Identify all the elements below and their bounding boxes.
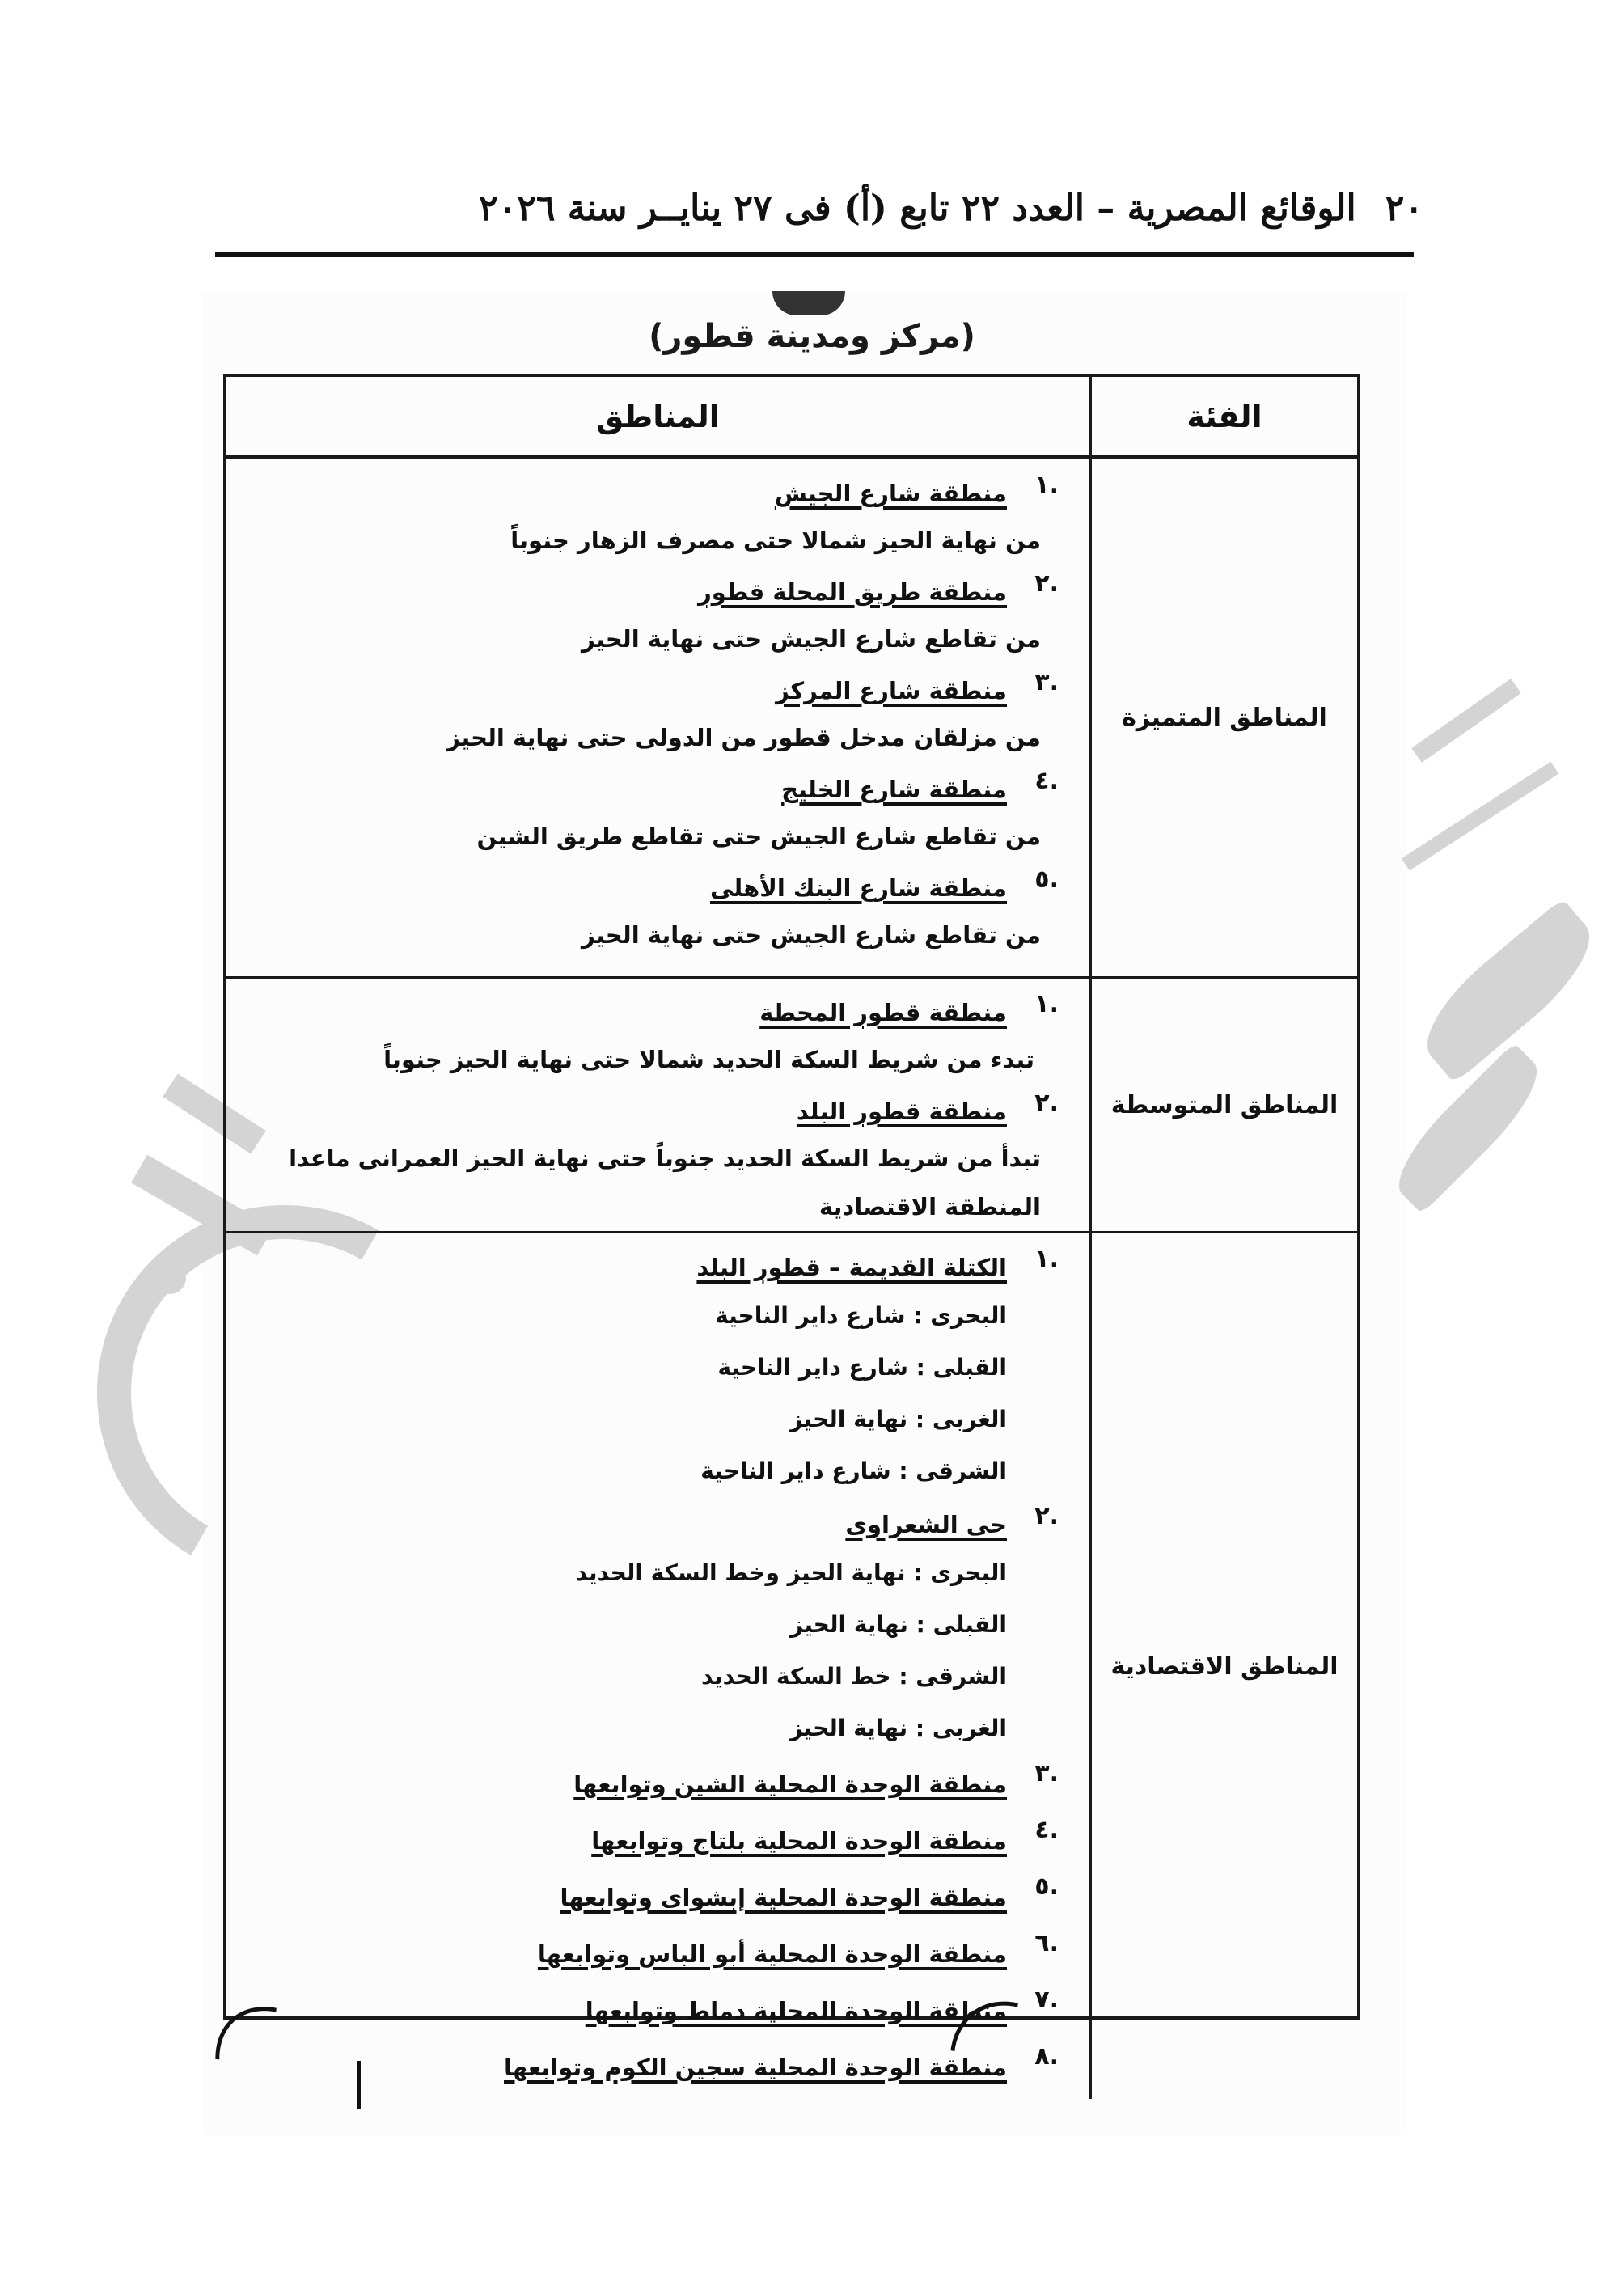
boundary-north: البحرى : نهاية الحيز وخط السكة الحديد [575, 1559, 1007, 1586]
list-item: .٢ حى الشعراوى البحرى : نهاية الحيز وخط السكة الحديد القبلى : نهاية الحيز الشرقى : خط السكة الحديد الغربى : نهاية الحيز [243, 1502, 1059, 1754]
list-item: .٣ منطقة شارع المركز من مزلقان مدخل قطور من الدولى حتى نهاية الحيز [243, 668, 1059, 762]
list-item: .١ منطقة قطور المحطة تبدء من شريط السكة الحديد شمالا حتى نهاية الحيز جنوباً [243, 990, 1059, 1084]
zone-name: منطقة الوحدة المحلية سجين الكوم وتوابعها [503, 2054, 1007, 2081]
zone-name: منطقة الوحدة المحلية إبشواى وتوابعها [560, 1884, 1007, 1911]
zone-description: تبدء من شريط السكة الحديد شمالا حتى نهاية الحيز جنوباً [383, 1046, 1034, 1073]
zone-description: من نهاية الحيز شمالا حتى مصرف الزهار جنوباً [510, 527, 1041, 554]
gazette-issue-title: الوقائع المصرية – العدد ٢٢ تابع (أ) فى ٢٧ ينايــر سنة ٢٠٢٦ [478, 187, 1356, 229]
zone-name: منطقة شارع المركز [776, 677, 1007, 704]
zone-name: منطقة طريق المحلة قطور [698, 578, 1007, 606]
signature-mark [357, 2061, 361, 2109]
table-caption: (مركز ومدينة قطور) [649, 318, 975, 355]
zone-name: منطقة الوحدة المحلية دماط وتوابعها [585, 1997, 1007, 2024]
zone-name: منطقة شارع الجيش [774, 480, 1007, 507]
list-item: .٧ منطقة الوحدة المحلية دماط وتوابعها [243, 1986, 1059, 2036]
category-label: المناطق المتميزة [1122, 704, 1327, 732]
list-item: .١ منطقة شارع الجيش من نهاية الحيز شمالا حتى مصرف الزهار جنوباً [243, 471, 1059, 565]
zone-name: منطقة قطور البلد [796, 1098, 1007, 1125]
category-cell-economic [1092, 1233, 1357, 2099]
watermark-dot [154, 1262, 186, 1294]
zone-description: من مزلقان مدخل قطور من الدولى حتى نهاية الحيز [446, 724, 1041, 751]
boundary-east: الشرقى : شارع داير الناحية [700, 1457, 1007, 1484]
areas-cell-medium [226, 979, 1092, 1233]
category-cell-medium [1092, 979, 1357, 1233]
areas-cell-economic [226, 1233, 1092, 2099]
header-divider [215, 252, 1414, 257]
list-item: .٦ منطقة الوحدة المحلية أبو الباس وتوابعها [243, 1929, 1059, 1979]
boundary-south: القبلى : نهاية الحيز [789, 1611, 1007, 1638]
zone-name: منطقة الوحدة المحلية أبو الباس وتوابعها [537, 1940, 1007, 1968]
watermark-shape [1411, 679, 1520, 763]
category-label: المناطق المتوسطة [1110, 1090, 1339, 1119]
page-header [340, 180, 1423, 236]
page-number: ٢٠ [1385, 187, 1423, 229]
category-label: المناطق الاقتصادية [1110, 1652, 1339, 1681]
zone-name: الكتلة القديمة – قطور البلد [696, 1254, 1007, 1281]
zone-description: من تقاطع شارع الجيش حتى نهاية الحيز [582, 921, 1041, 949]
list-item: .٤ منطقة شارع الخليج من تقاطع شارع الجيش حتى تقاطع طريق الشين [243, 767, 1059, 861]
zone-name: حى الشعراوى [845, 1511, 1007, 1538]
watermark-shape [1402, 762, 1558, 871]
zone-name: منطقة شارع الخليج [781, 776, 1007, 803]
list-item: .٤ منطقة الوحدة المحلية بلتاج وتوابعها [243, 1816, 1059, 1866]
boundary-south: القبلى : شارع داير الناحية [717, 1354, 1007, 1381]
column-header-category: الفئة [1092, 377, 1357, 459]
list-item: .٥ منطقة شارع البنك الأهلى من تقاطع شارع الجيش حتى نهاية الحيز [243, 865, 1059, 959]
category-cell-premium [1092, 459, 1357, 979]
column-header-areas: المناطق [226, 377, 1092, 459]
list-item: .٢ منطقة طريق المحلة قطور من تقاطع شارع الجيش حتى نهاية الحيز [243, 569, 1059, 663]
boundary-west: الغربى : نهاية الحيز [789, 1406, 1007, 1432]
list-item: .١ الكتلة القديمة – قطور البلد البحرى : شارع داير الناحية القبلى : شارع داير الناحية الغربى : نهاية الحيز الشرقى : شارع داير الناحية [243, 1245, 1059, 1497]
list-item: .٢ منطقة قطور البلد تبدأ من شريط السكة الحديد جنوباً حتى نهاية الحيز العمرانى ماعدا المنطقة الاقتصادية [243, 1089, 1059, 1231]
list-item: .٣ منطقة الوحدة المحلية الشين وتوابعها [243, 1759, 1059, 1809]
zone-name: منطقة شارع البنك الأهلى [709, 874, 1007, 902]
boundary-east: الشرقى : خط السكة الحديد [700, 1663, 1007, 1690]
zone-name: منطقة قطور المحطة [759, 999, 1007, 1026]
zone-description: تبدأ من شريط السكة الحديد جنوباً حتى نهاية الحيز العمرانى ماعدا المنطقة الاقتصادية [289, 1144, 1041, 1221]
zone-description: من تقاطع شارع الجيش حتى تقاطع طريق الشين [476, 823, 1041, 850]
zone-description: من تقاطع شارع الجيش حتى نهاية الحيز [582, 625, 1041, 653]
zones-table [223, 374, 1360, 2081]
zone-name: منطقة الوحدة المحلية بلتاج وتوابعها [591, 1827, 1007, 1855]
list-item: .٨ منطقة الوحدة المحلية سجين الكوم وتوابعها [243, 2042, 1059, 2092]
list-item: .٥ منطقة الوحدة المحلية إبشواى وتوابعها [243, 1872, 1059, 1923]
zone-name: منطقة الوحدة المحلية الشين وتوابعها [573, 1771, 1007, 1798]
boundary-north: البحرى : شارع داير الناحية [715, 1302, 1007, 1329]
areas-cell-premium [226, 459, 1092, 979]
boundary-west: الغربى : نهاية الحيز [789, 1715, 1007, 1741]
